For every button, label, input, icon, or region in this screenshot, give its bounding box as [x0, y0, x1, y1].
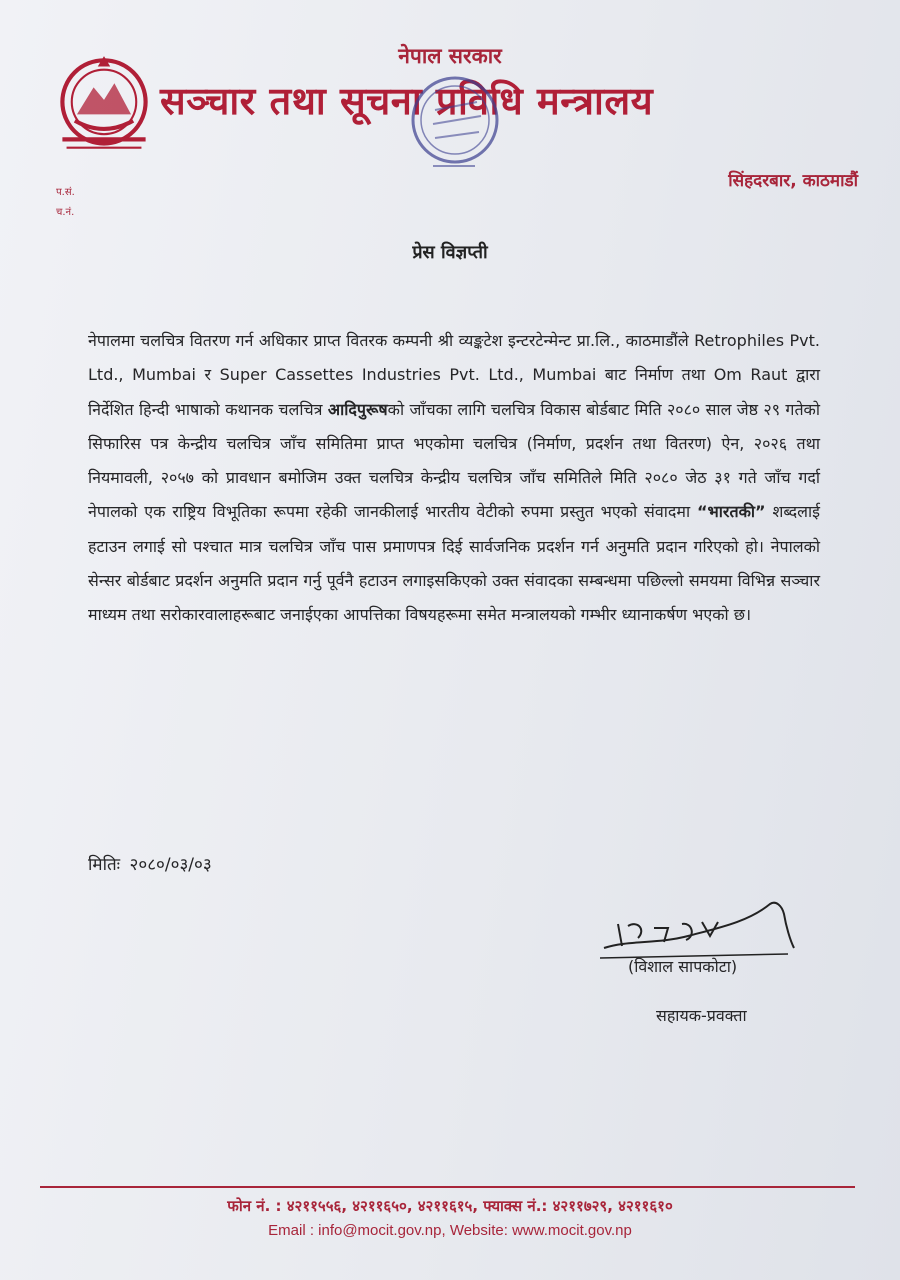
press-release-heading: प्रेस विज्ञप्ती	[412, 242, 488, 263]
footer-phone-numbers: फोन नं. : ४२११५५६, ४२११६५०, ४२११६१५, फ्याक्स नं.: ४२११७२९, ४२११६१०	[227, 1197, 673, 1215]
press-release-body	[88, 324, 820, 633]
body-part-2: को जाँचका लागि चलचित्र विकास बोर्डबाट मिति २०८० साल जेष्ठ २९ गतेको सिफारिस पत्र केन्द्रीय चलचित्र जाँच समितिमा प्राप्त भएकोमा चलचित्र (निर्माण, प्रदर्शन तथा वितरण) ऐन, २०२६ तथा नियमावली, २०५७ को प्रावधान बमोजिम उक्त चलचित्र केन्द्रीय चलचित्र जाँच समितिले मिति २०८० जेठ ३१ गते जाँच गर्दा नेपालको एक राष्ट्रिय विभूतिका रूपमा रहेकी जानकीलाई भारतीय वेटीको रुपमा प्रस्तुत भएको संवादमा	[88, 399, 820, 522]
office-address: सिंहदरबार, काठमाडौं	[728, 171, 858, 191]
reference-labels	[56, 183, 75, 223]
ref-no-label: प.सं.	[56, 187, 75, 198]
government-name: नेपाल सरकार	[398, 44, 502, 68]
signatory-name: (विशाल सापकोटा)	[628, 957, 738, 976]
nepal-emblem-icon	[52, 52, 156, 156]
date-label: मितिः	[88, 855, 121, 875]
film-title: आदिपुरूष	[327, 399, 388, 419]
release-date	[88, 852, 212, 875]
body-part-1: नेपालमा चलचित्र वितरण गर्न अधिकार प्राप्त वितरक कम्पनी श्री व्यङ्कटेश इन्टरटेन्मेन्ट प्रा.लि., काठमाडौंले Retrophiles Pvt. Ltd., Mumbai र Super Cassettes Industries Pvt. Ltd., Mumbai बाट निर्माण तथा Om Raut द्वारा निर्देशित हिन्दी भाषाको कथानक चलचित्र	[88, 331, 820, 419]
office-stamp-icon	[405, 62, 520, 192]
body-part-3: शब्दलाई हटाउन लगाई सो पश्चात मात्र चलचित्र जाँच पास प्रमाणपत्र दिई सार्वजनिक प्रदर्शन गर्न अनुमति प्रदान गरिएको हो। नेपालको सेन्सर बोर्डबाट प्रदर्शन अनुमति प्रदान गर्नु पूर्वनै हटाउन लगाइसकिएको उक्त संवादका सम्बन्धमा पछिल्लो समयमा विभिन्न सञ्चार माध्यम तथा सरोकारवालाहरूबाट जनाईएका आपत्तिका विषयहरूमा समेत मन्त्रालयको गम्भीर ध्यानाकर्षण भएको छ।	[88, 502, 820, 625]
date-value: २०८०/०३/०३	[129, 855, 212, 875]
handwritten-signature	[598, 884, 798, 964]
footer-divider	[40, 1186, 855, 1188]
ministry-name: सञ्चार तथा सूचना प्रविधि मन्त्रालय	[160, 79, 654, 123]
signatory-title: सहायक-प्रवक्ता	[656, 1006, 747, 1025]
footer-email-website: Email : info@mocit.gov.np, Website: www.mocit.gov.np	[268, 1222, 632, 1239]
quoted-word: “भारतकी”	[697, 502, 766, 522]
dispatch-no-label: च.नं.	[56, 207, 75, 218]
